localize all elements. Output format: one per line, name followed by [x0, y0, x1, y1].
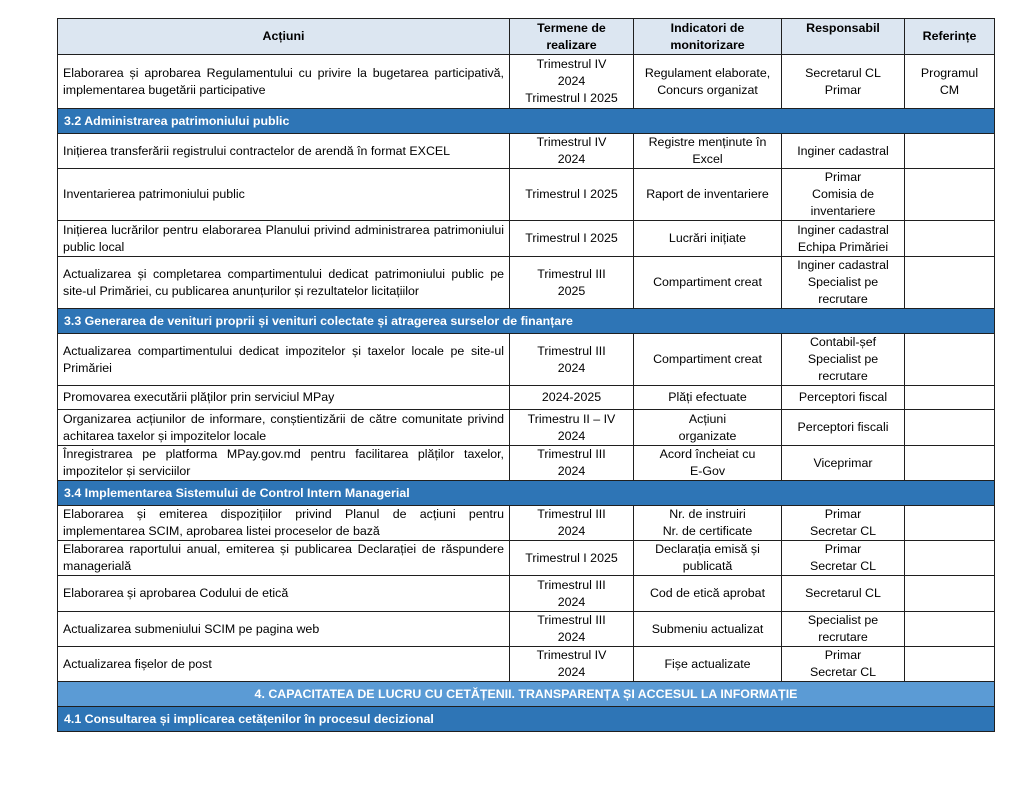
indicator-cell: Cod de etică aprobat	[634, 576, 782, 612]
responsible-cell: Inginer cadastral Echipa Primăriei	[782, 221, 905, 257]
responsible-cell: Perceptori fiscal	[782, 386, 905, 410]
deadline-cell: Trimestrul I 2025	[510, 221, 634, 257]
header-references: Referințe	[905, 19, 995, 55]
indicator-cell: Acțiuni organizate	[634, 410, 782, 446]
reference-cell	[905, 257, 995, 309]
chapter-title: 4. CAPACITATEA DE LUCRU CU CETĂȚENII. TRANSPARENȚA ȘI ACCESUL LA INFORMAȚIE	[58, 682, 995, 707]
indicator-cell: Lucrări inițiate	[634, 221, 782, 257]
table-row	[58, 541, 995, 576]
reference-cell	[905, 334, 995, 386]
reference-cell: Programul CM	[905, 55, 995, 109]
section-header-row	[58, 309, 995, 334]
table-row	[58, 221, 995, 257]
section-title: 3.4 Implementarea Sistemului de Control Intern Managerial	[58, 481, 995, 506]
responsible-cell: Primar Secretar CL	[782, 506, 905, 541]
indicator-cell: Fișe actualizate	[634, 647, 782, 682]
chapter-header-row	[58, 682, 995, 707]
reference-cell	[905, 169, 995, 221]
indicator-cell: Acord încheiat cu E-Gov	[634, 446, 782, 481]
indicator-cell: Compartiment creat	[634, 334, 782, 386]
responsible-cell: Inginer cadastral	[782, 134, 905, 169]
table-row	[58, 134, 995, 169]
deadline-cell: Trimestrul I 2025	[510, 541, 634, 576]
reference-cell	[905, 647, 995, 682]
reference-cell	[905, 386, 995, 410]
deadline-cell: Trimestrul III 2024	[510, 576, 634, 612]
action-cell: Promovarea executării plăților prin serviciul MPay	[58, 386, 510, 410]
header-responsible: Responsabil	[782, 19, 905, 55]
deadline-cell: Trimestrul III 2025	[510, 257, 634, 309]
action-cell: Inițierea transferării registrului contractelor de arendă în format EXCEL	[58, 134, 510, 169]
action-cell: Actualizarea submeniului SCIM pe pagina web	[58, 612, 510, 647]
reference-cell	[905, 410, 995, 446]
reference-cell	[905, 221, 995, 257]
action-cell: Actualizarea compartimentului dedicat impozitelor și taxelor locale pe site-ul Primăriei	[58, 334, 510, 386]
responsible-cell: Primar Comisia de inventariere	[782, 169, 905, 221]
deadline-cell: Trimestrul III 2024	[510, 506, 634, 541]
section-header-row	[58, 109, 995, 134]
responsible-cell: Perceptori fiscali	[782, 410, 905, 446]
section-header-row	[58, 707, 995, 732]
table-header-row	[58, 19, 995, 55]
action-cell: Elaborarea și emiterea dispozițiilor privind Planul de acțiuni pentru implementarea SCIM, aprobarea listei proceselor de bază	[58, 506, 510, 541]
responsible-cell: Specialist pe recrutare	[782, 612, 905, 647]
indicator-cell: Raport de inventariere	[634, 169, 782, 221]
reference-cell	[905, 446, 995, 481]
header-actions: Acțiuni	[58, 19, 510, 55]
reference-cell	[905, 612, 995, 647]
action-cell: Organizarea acțiunilor de informare, conștientizării de către comunitate privind achitarea taxelor și impozitelor locale	[58, 410, 510, 446]
indicator-cell: Submeniu actualizat	[634, 612, 782, 647]
action-cell: Elaborarea și aprobarea Regulamentului cu privire la bugetarea participativă, implementarea bugetării participative	[58, 55, 510, 109]
header-indicators: Indicatori de monitorizare	[634, 19, 782, 55]
section-title: 3.2 Administrarea patrimoniului public	[58, 109, 995, 134]
reference-cell	[905, 576, 995, 612]
responsible-cell: Primar Secretar CL	[782, 541, 905, 576]
action-cell: Actualizarea și completarea compartimentului dedicat patrimoniului public pe site-ul Primăriei, cu publicarea anunțurilor și rezultatelor licitațiilor	[58, 257, 510, 309]
table-row	[58, 446, 995, 481]
action-cell: Elaborarea raportului anual, emiterea și publicarea Declarației de răspundere managerială	[58, 541, 510, 576]
deadline-cell: Trimestrul III 2024	[510, 446, 634, 481]
table-row	[58, 386, 995, 410]
indicator-cell: Nr. de instruiri Nr. de certificate	[634, 506, 782, 541]
deadline-cell: Trimestrul I 2025	[510, 169, 634, 221]
action-cell: Inițierea lucrărilor pentru elaborarea Planului privind administrarea patrimoniului public local	[58, 221, 510, 257]
table-row	[58, 647, 995, 682]
responsible-cell: Secretarul CL	[782, 576, 905, 612]
deadline-cell: Trimestrul III 2024	[510, 334, 634, 386]
action-plan-table	[57, 18, 995, 732]
table-row	[58, 257, 995, 309]
action-cell: Înregistrarea pe platforma MPay.gov.md pentru facilitarea plăților taxelor, impozitelor și serviciilor	[58, 446, 510, 481]
responsible-cell: Primar Secretar CL	[782, 647, 905, 682]
section-title: 4.1 Consultarea și implicarea cetățenilor în procesul decizional	[58, 707, 995, 732]
action-cell: Elaborarea și aprobarea Codului de etică	[58, 576, 510, 612]
responsible-cell: Inginer cadastral Specialist pe recrutare	[782, 257, 905, 309]
table-row	[58, 55, 995, 109]
deadline-cell: Trimestrul III 2024	[510, 612, 634, 647]
table-row	[58, 169, 995, 221]
table-row	[58, 612, 995, 647]
indicator-cell: Plăți efectuate	[634, 386, 782, 410]
responsible-cell: Secretarul CL Primar	[782, 55, 905, 109]
indicator-cell: Regulament elaborate, Concurs organizat	[634, 55, 782, 109]
table-row	[58, 576, 995, 612]
reference-cell	[905, 541, 995, 576]
indicator-cell: Declarația emisă și publicată	[634, 541, 782, 576]
deadline-cell: 2024-2025	[510, 386, 634, 410]
reference-cell	[905, 134, 995, 169]
header-deadlines: Termene de realizare	[510, 19, 634, 55]
deadline-cell: Trimestrul IV 2024 Trimestrul I 2025	[510, 55, 634, 109]
deadline-cell: Trimestrul IV 2024	[510, 134, 634, 169]
section-header-row	[58, 481, 995, 506]
action-cell: Inventarierea patrimoniului public	[58, 169, 510, 221]
responsible-cell: Contabil-șef Specialist pe recrutare	[782, 334, 905, 386]
indicator-cell: Compartiment creat	[634, 257, 782, 309]
responsible-cell: Viceprimar	[782, 446, 905, 481]
table-row	[58, 506, 995, 541]
reference-cell	[905, 506, 995, 541]
table-row	[58, 334, 995, 386]
table-row	[58, 410, 995, 446]
deadline-cell: Trimestru II – IV 2024	[510, 410, 634, 446]
indicator-cell: Registre menținute în Excel	[634, 134, 782, 169]
action-cell: Actualizarea fișelor de post	[58, 647, 510, 682]
deadline-cell: Trimestrul IV 2024	[510, 647, 634, 682]
section-title: 3.3 Generarea de venituri proprii și venituri colectate și atragerea surselor de finanțare	[58, 309, 995, 334]
